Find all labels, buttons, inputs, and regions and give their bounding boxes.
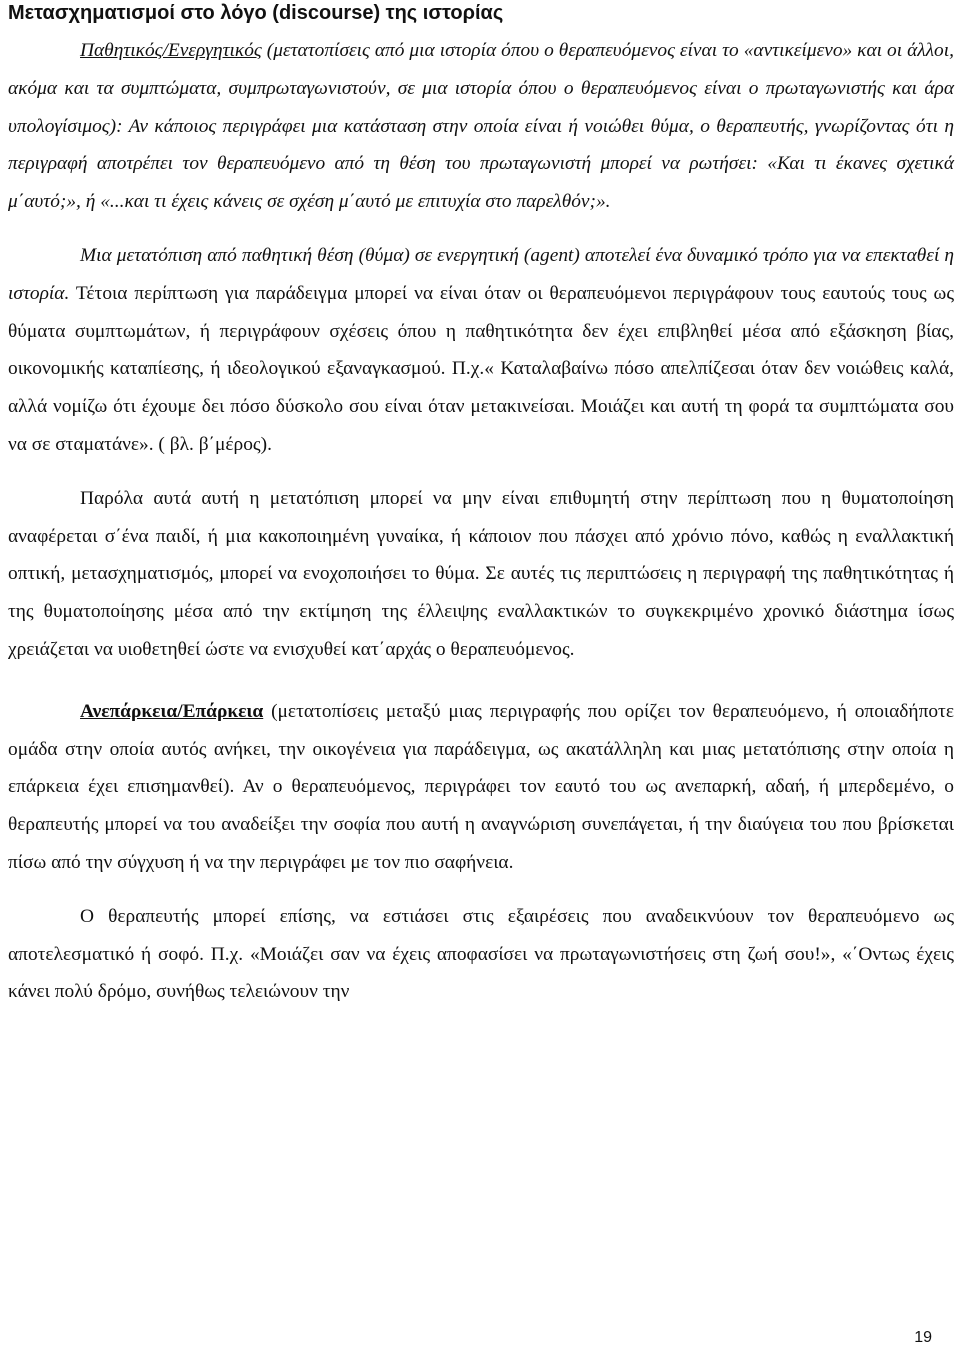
paragraph-text: Ο θεραπευτής μπορεί επίσης, να εστιάσει στις εξαιρέσεις που αναδεικνύουν τον θεραπευόμενο ως αποτελεσματικό ή σοφό. Π.χ. «Μοιάζει σαν να έχεις αποφασίσει να πρωταγωνιστήσεις στη ζωή σου!», «΄Οντως έχεις κάνει πολύ δρόμο, συνήθως τελειώνουν την [8,905,954,1003]
paragraph-passive-active [8,32,954,221]
paragraph-exceptions [8,898,954,1011]
section-heading: Μετασχηματισμοί στο λόγο (discourse) της ιστορίας [8,2,504,24]
paragraph-inadequacy-adequacy [8,693,954,882]
page-number: 19 [914,1329,932,1346]
paragraph-agent-shift [8,237,954,464]
term-inadequacy-adequacy: Ανεπάρκεια/Επάρκεια [80,700,264,722]
paragraph-victimization [8,480,954,669]
paragraph-text: Τέτοια περίπτωση για παράδειγμα μπορεί να είναι όταν οι θεραπευόμενοι περιγράφουν τους εαυτούς τους ως θύματα συμπτωμάτων, ή περιγράφουν σχέσεις όπου η παθητικότητα δεν έχει επιβληθεί μέσα από εξάσκηση βίας, οικονομικής καταπίεσης, ή ιδεολογικού εξαναγκασμού. Π.χ.« Καταλαβαίνω πόσο απελπίζεσαι όταν δεν νοιώθεις καλά, αλλά νομίζω ότι έχουμε δει πόσο δύσκολο σου είναι όταν μετακινείσαι. Μοιάζει και αυτή τη φορά τα συμπτώματα σου να σε σταματάνε». ( βλ. β΄μέρος). [8,282,954,455]
paragraph-text: (μετατοπίσεις μεταξύ μιας περιγραφής που ορίζει τον θεραπευόμενο, ή οποιαδήποτε ομάδα στην οποία αυτός ανήκει, την οικογένεια για παράδειγμα, ως ακατάλληλη και μιας μετατόπισης στην οποία η επάρκεια έχει επισημανθεί). Αν ο θεραπευόμενος, περιγράφει τον εαυτό του ως ανεπαρκή, αδαή, ή μπερδεμένο, ο θεραπευτής μπορεί να του αναδείξει την σοφία που αυτή η αναγνώριση συνεπάγεται, ή την διαύγεια του που βρίσκεται πίσω από την σύγχυση ή να την περιγράφει με τον πιο σαφήνεια. [8,700,954,873]
paragraph-text: Παρόλα αυτά αυτή η μετατόπιση μπορεί να μην είναι επιθυμητή στην περίπτωση που η θυματοποίηση αναφέρεται σ΄ένα παιδί, ή μια κακοποιημένη γυναίκα, ή κάποιον που πάσχει από χρόνιο πόνο, καθώς η εναλλακτική οπτική, μετασχηματισμός, μπορεί να ενοχοποιήσει το θύμα. Σε αυτές τις περιπτώσεις η περιγραφή της παθητικότητας ή της θυματοποίησης μέσα από την εκτίμηση της έλλειψης εναλλακτικών το συγκεκριμένο χρονικό διάστημα ίσως χρειάζεται να υιοθετηθεί ώστε να ενισχυθεί κατ΄αρχάς ο θεραπευόμενος. [8,487,954,660]
document-page [8,0,954,1011]
term-passive-active: Παθητικός/Ενεργητικός [80,40,262,61]
paragraph-italic-lead: Μια μετατόπιση από παθητική θέση (θύμα) σε ενεργητική (agent) αποτελεί ένα δυναμικό τρόπο για να επεκταθεί η ιστορία. [8,244,954,304]
paragraph-text: (μετατοπίσεις από μια ιστορία όπου ο θεραπευόμενος είναι το «αντικείμενο» και οι άλλοι, ακόμα και τα συμπτώματα, συμπρωταγωνιστούν, σε μια ιστορία όπου ο θεραπευόμενος είναι ο πρωταγωνιστής και άρα υπολογίσιμος): Αν κάποιος περιγράφει μια κατάσταση στην οποία είναι ή νοιώθει θύμα, ο θεραπευτής, γνωρίζοντας ότι η περιγραφή αποτρέπει τον θεραπευόμενο από τη θέση του πρωταγωνιστή μπορεί να ρωτήσει: «Και τι έκανες σχετικά μ΄αυτό;», ή «...και τι έχεις κάνεις σε σχέση μ΄αυτό με επιτυχία στο παρελθόν;». [8,40,954,213]
